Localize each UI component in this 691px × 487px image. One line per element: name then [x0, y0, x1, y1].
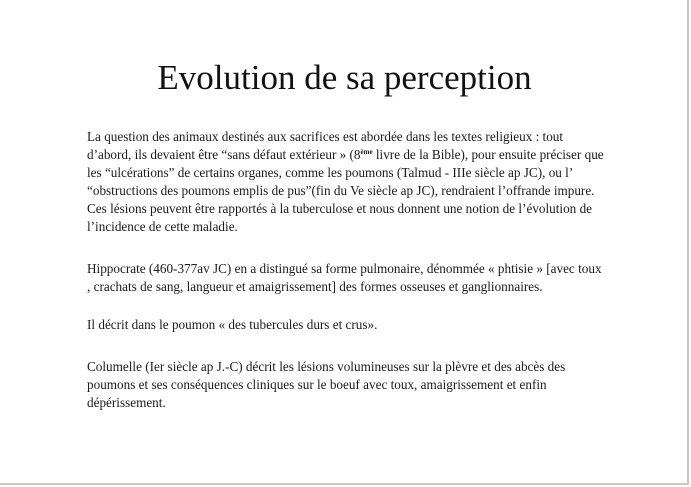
slide-title: Evolution de sa perception [157, 58, 532, 97]
superscript-ordinal: ème [360, 148, 373, 156]
paragraph-columelle: Columelle (Ier siècle ap J.-C) décrit les lésions volumineuses sur la plèvre et des abcès des poumons et ses conséquences cliniques sur le boeuf avec toux, amaigrissement et enfin dépérissement. [87, 359, 566, 410]
paragraph-hippocrate: Hippocrate (460-377av JC) en a distingué sa forme pulmonaire, dénommée « phtisie » [avec toux , crachats de sang, langueur et amaigrissement] des formes osseuses et ganglionnaires. [87, 261, 602, 294]
paragraph-sacrifices [87, 128, 607, 236]
paragraph-tubercules: Il décrit dans le poumon « des tubercules durs et crus». [87, 317, 378, 332]
paragraph-sacrifices-end: livre de la Bible), pour ensuite préciser que les “ulcérations” de certains organes, comme les poumons (Talmud - IIIe siècle ap JC), ou l’ “obstructions des poumons emplis de pus”(fin du Ve siècle ap JC), rendraient l’offrande impure. Ces lésions peuvent être rapportés à la tuberculose et nous donnent une notion de l’évolution de l’incidence de cette maladie. [87, 147, 604, 234]
paragraph-sacrifices-start: La question des animaux destinés aux sacrifices est abordée dans les textes religieux : tout d’abord, ils devaient être “sans défaut extérieur » (8 [87, 129, 564, 162]
